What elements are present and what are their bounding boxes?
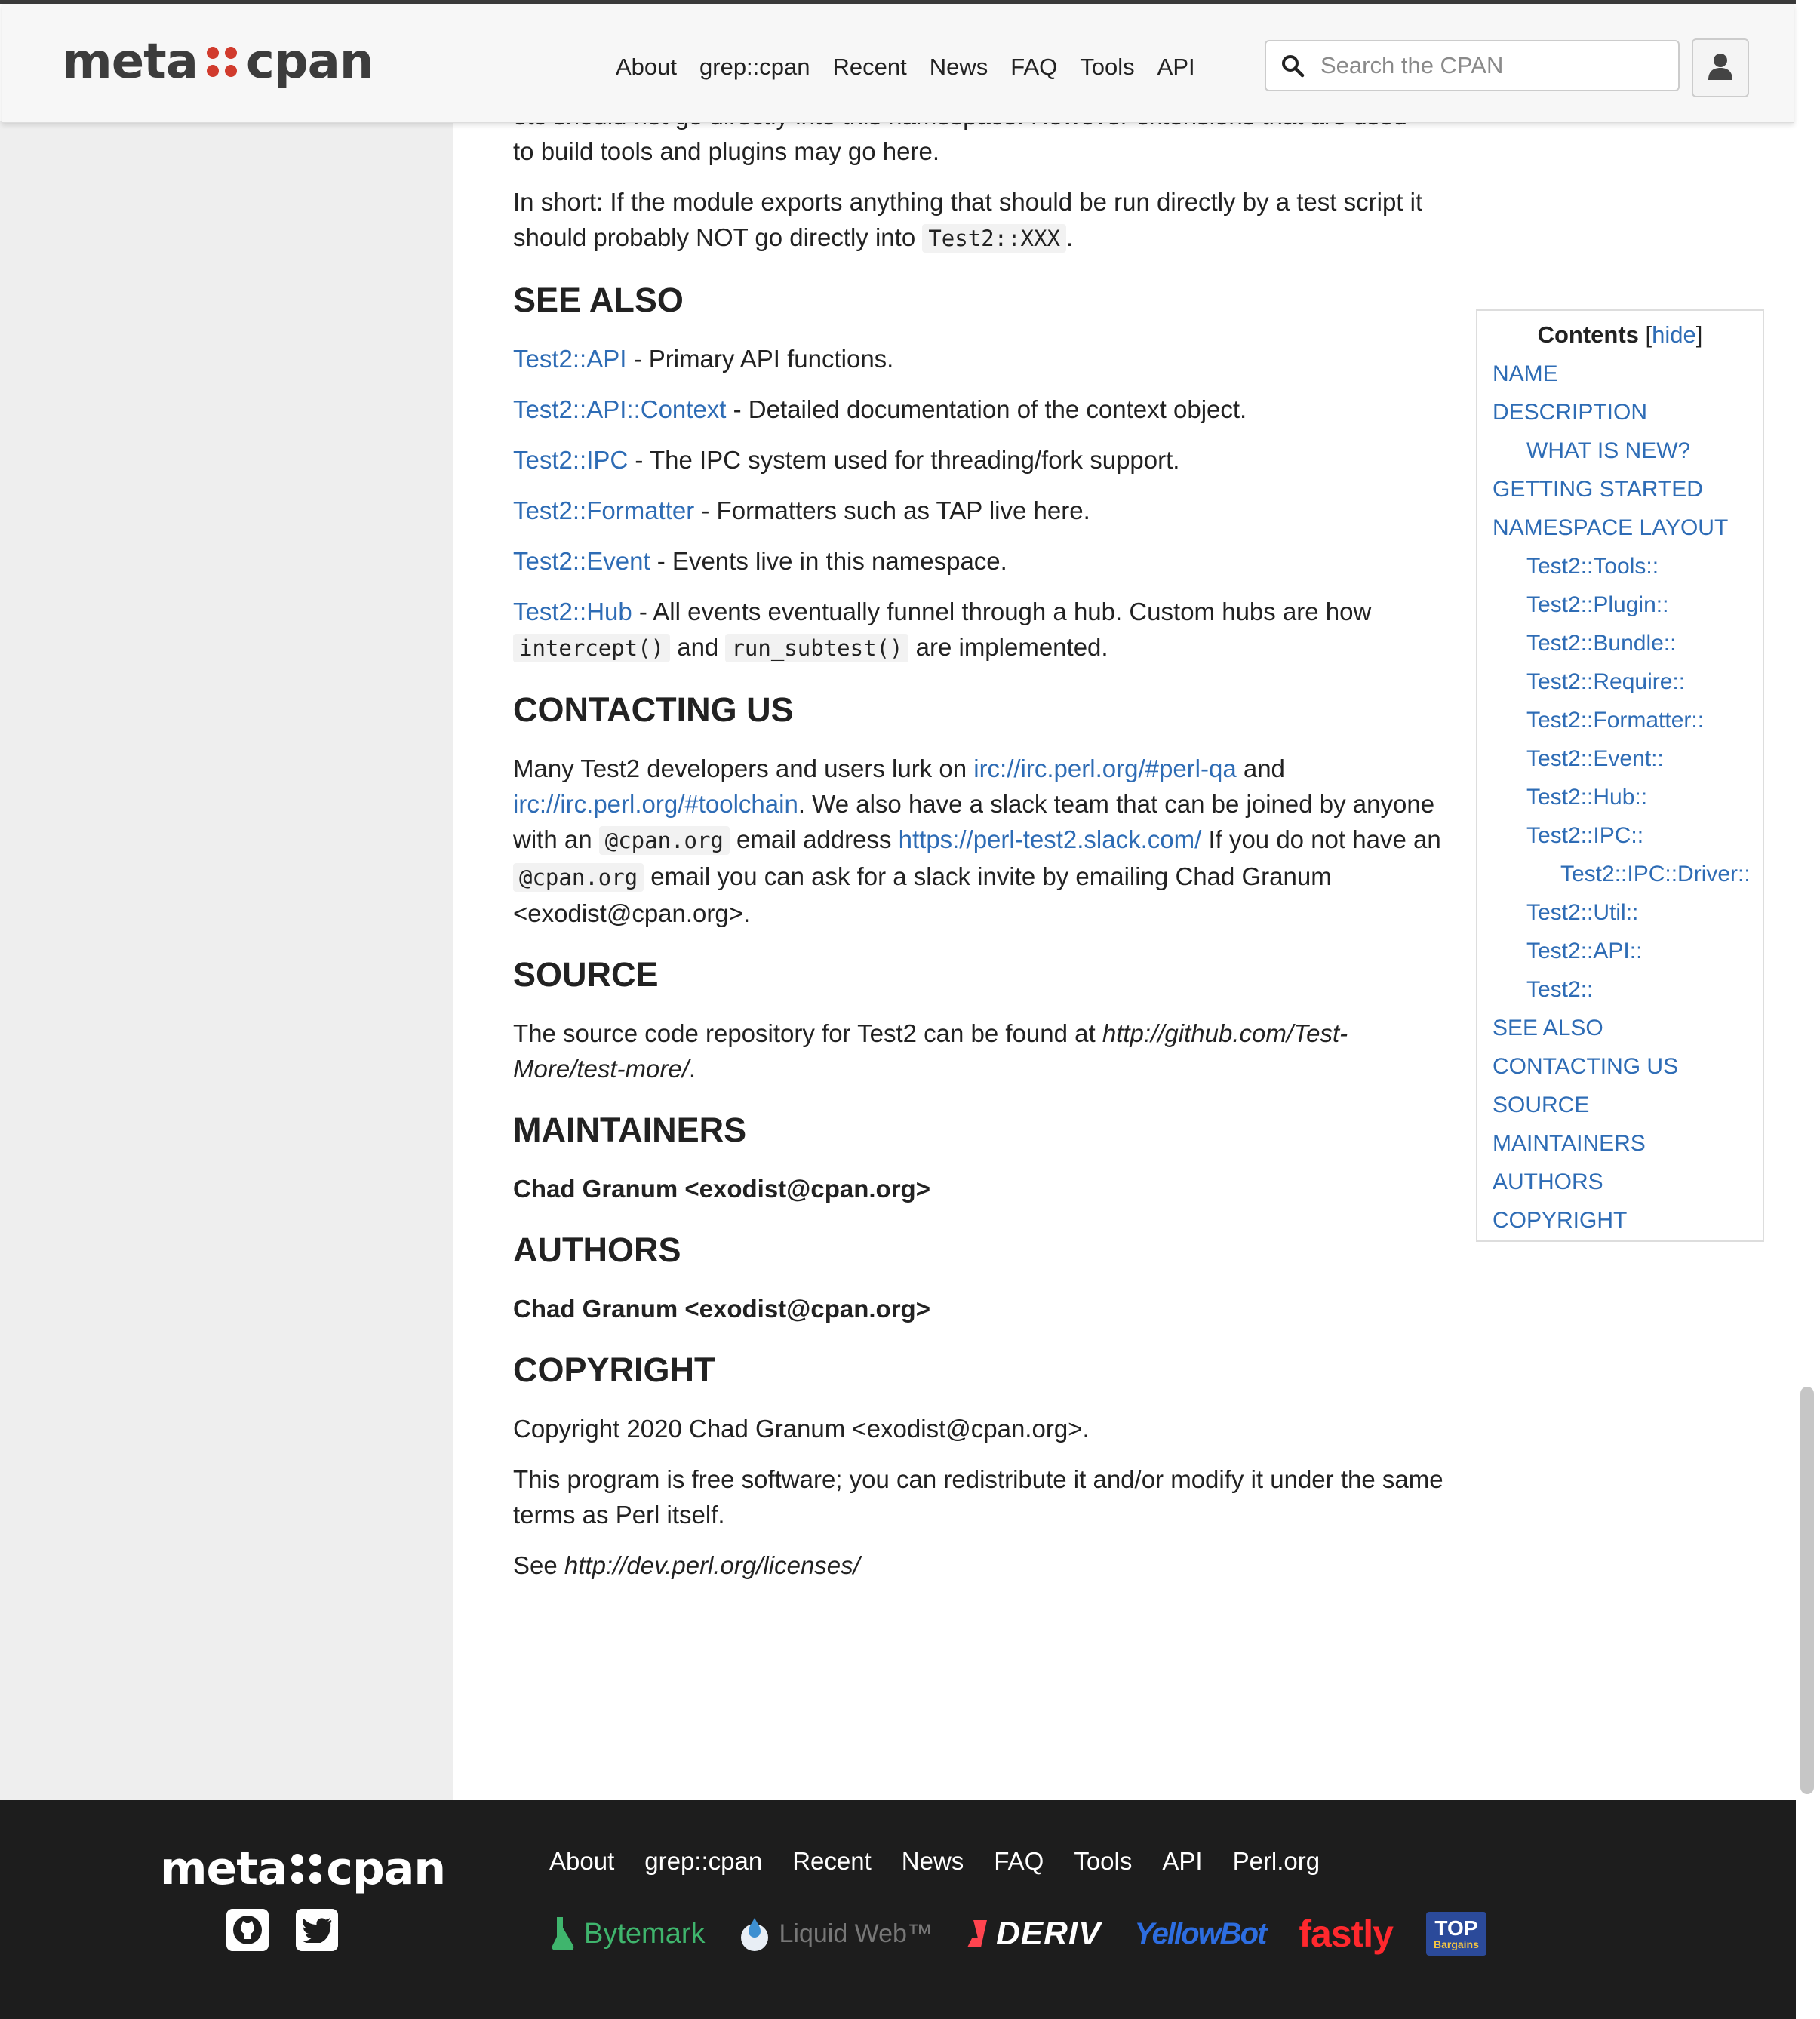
source-url: http://github.com/Test-More/test-more/ — [513, 1019, 1348, 1083]
toc-item[interactable]: Test2::Tools:: — [1526, 554, 1659, 579]
toc-list — [1493, 355, 1763, 1240]
footer-logo-dots-icon — [291, 1854, 321, 1884]
heading-contacting-us: CONTACTING US — [513, 690, 794, 729]
source-text: The source code repository for Test2 can be found at — [513, 1019, 1102, 1047]
toc-item[interactable]: Test2::API:: — [1526, 939, 1643, 963]
sponsor-yellowbot[interactable] — [1134, 1917, 1265, 1951]
contact-text: If you do not have an — [1201, 825, 1441, 853]
heading-maintainers: MAINTAINERS — [513, 1111, 747, 1149]
toc-bracket: [ — [1645, 321, 1652, 348]
pod-content — [513, 98, 1449, 1598]
sponsor-top-bargains[interactable] — [1426, 1912, 1486, 1956]
heading-authors: AUTHORS — [513, 1231, 681, 1269]
twitter-icon[interactable] — [296, 1909, 338, 1951]
footer-social-links — [226, 1909, 338, 1951]
liquid-web-text: Liquid Web™ — [779, 1919, 933, 1948]
toc-item[interactable]: NAME — [1493, 361, 1558, 386]
link-irc-toolchain[interactable]: irc://irc.perl.org/#toolchain — [513, 790, 798, 818]
user-icon — [1708, 53, 1733, 84]
footer-nav-grep-cpan[interactable]: grep::cpan — [644, 1847, 763, 1875]
logo-text-cpan: cpan — [245, 34, 374, 90]
toc-item[interactable]: Test2::IPC:: — [1526, 823, 1644, 848]
hub-end: are implemented. — [908, 633, 1108, 661]
see-also-desc: - Formatters such as TAP live here. — [694, 496, 1090, 524]
link-slack[interactable]: https://perl-test2.slack.com/ — [898, 825, 1202, 853]
site-header — [2, 4, 1794, 123]
intro-rest-text: to build tools and plugins may go here. — [513, 137, 940, 165]
paragraph-contacting — [513, 751, 1449, 931]
nav-grep-cpan[interactable]: grep::cpan — [699, 54, 810, 80]
toc-item[interactable]: Test2::Bundle:: — [1526, 631, 1677, 656]
see-also-item — [513, 543, 1449, 579]
toc-item[interactable]: SOURCE — [1493, 1092, 1590, 1117]
nav-recent[interactable]: Recent — [832, 54, 907, 80]
code-run-subtest: run_subtest() — [725, 634, 908, 662]
heading-source: SOURCE — [513, 955, 659, 994]
table-of-contents — [1476, 309, 1764, 1242]
sponsor-deriv[interactable] — [966, 1915, 1101, 1953]
see-also-desc: - The IPC system used for threading/fork support. — [628, 446, 1180, 474]
toc-item[interactable]: AUTHORS — [1493, 1169, 1603, 1194]
page-scrollbar[interactable] — [1800, 1387, 1814, 1794]
code-test2-xxx: Test2::XXX — [922, 224, 1066, 253]
footer-metacpan-logo[interactable] — [160, 1842, 445, 1895]
left-sidebar-background — [0, 121, 453, 1800]
paragraph-in-short — [513, 184, 1449, 257]
footer-nav-recent[interactable]: Recent — [792, 1847, 872, 1875]
nav-about[interactable]: About — [616, 54, 678, 80]
site-footer — [0, 1800, 1796, 2019]
toc-item[interactable]: COPYRIGHT — [1493, 1208, 1628, 1233]
sponsor-logos — [549, 1912, 1486, 1956]
footer-logo-cpan: cpan — [326, 1842, 446, 1895]
yellowbot-text: YellowBot — [1134, 1916, 1266, 1950]
see-text: See — [513, 1551, 564, 1579]
see-also-item-hub — [513, 594, 1449, 666]
link-test2-ipc[interactable]: Test2::IPC — [513, 446, 629, 474]
footer-nav-perl-org[interactable]: Perl.org — [1232, 1847, 1320, 1875]
in-short-end: . — [1065, 223, 1074, 251]
author-name: Chad Granum <exodist@cpan.org> — [513, 1295, 930, 1323]
footer-nav-about[interactable]: About — [549, 1847, 615, 1875]
code-intercept: intercept() — [513, 634, 670, 662]
maintainer-name: Chad Granum <exodist@cpan.org> — [513, 1175, 930, 1203]
toc-item[interactable]: Test2:: — [1526, 977, 1594, 1002]
toc-header — [1477, 320, 1763, 350]
link-test2-event[interactable]: Test2::Event — [513, 547, 650, 575]
toc-item[interactable]: DESCRIPTION — [1493, 400, 1648, 425]
nav-tools[interactable]: Tools — [1080, 54, 1135, 80]
toc-title: Contents — [1537, 321, 1639, 348]
copyright-line: Copyright 2020 Chad Granum <exodist@cpan.org>. — [513, 1415, 1090, 1443]
toc-item[interactable]: Test2::Hub:: — [1526, 785, 1648, 810]
toc-item[interactable]: MAINTAINERS — [1493, 1131, 1646, 1156]
search-input[interactable] — [1319, 51, 1654, 80]
contact-text: email address — [729, 825, 899, 853]
link-test2-api[interactable]: Test2::API — [513, 345, 627, 373]
source-end: . — [688, 1055, 696, 1083]
heading-see-also: SEE ALSO — [513, 281, 684, 319]
github-icon[interactable] — [226, 1909, 269, 1951]
see-also-item — [513, 442, 1449, 478]
nav-faq[interactable]: FAQ — [1010, 54, 1058, 80]
nav-news[interactable]: News — [929, 54, 988, 80]
license-see — [513, 1547, 1449, 1583]
in-short-text: In short: If the module exports anything that should be run directly by a test script it should probably NOT go directly into — [513, 188, 1423, 251]
toc-item[interactable]: Test2::Util:: — [1526, 900, 1639, 925]
hub-desc: - All events eventually funnel through a hub. Custom hubs are how — [632, 598, 1372, 625]
toc-item[interactable]: WHAT IS NEW? — [1526, 438, 1691, 463]
link-test2-api-context[interactable]: Test2::API::Context — [513, 395, 727, 423]
toc-item[interactable]: SEE ALSO — [1493, 1016, 1603, 1040]
search-icon[interactable] — [1266, 54, 1319, 78]
footer-nav-api[interactable]: API — [1162, 1847, 1203, 1875]
nav-api[interactable]: API — [1157, 54, 1195, 80]
toc-item[interactable]: Test2::Formatter:: — [1526, 708, 1705, 733]
heading-copyright: COPYRIGHT — [513, 1351, 715, 1389]
bargains-text: Bargains — [1433, 1938, 1479, 1950]
sponsor-bytemark[interactable] — [549, 1916, 705, 1952]
hub-and: and — [670, 633, 726, 661]
paragraph-source — [513, 1016, 1449, 1086]
link-test2-hub[interactable]: Test2::Hub — [513, 598, 632, 625]
see-also-item — [513, 341, 1449, 376]
bytemark-text: Bytemark — [584, 1917, 706, 1950]
liquid-web-icon — [738, 1915, 771, 1953]
contact-text: and — [1236, 754, 1285, 782]
contact-text: Many Test2 developers and users lurk on — [513, 754, 974, 782]
metacpan-logo[interactable] — [62, 34, 373, 90]
toc-item[interactable]: Test2::IPC::Driver:: — [1560, 862, 1751, 887]
logo-dots-icon — [207, 47, 237, 77]
contact-text: . We also have a slack team that can be joined by anyone with an — [513, 790, 1435, 853]
footer-nav-news[interactable]: News — [901, 1847, 964, 1875]
see-also-desc: - Events live in this namespace. — [650, 547, 1007, 575]
toc-item[interactable]: GETTING STARTED — [1493, 477, 1703, 502]
contact-text: email you can ask for a slack invite by emailing Chad Granum <exodist@cpan.org>. — [513, 862, 1332, 927]
deriv-icon — [966, 1919, 988, 1949]
see-also-item — [513, 392, 1449, 427]
toc-item[interactable]: NAMESPACE LAYOUT — [1493, 515, 1729, 540]
footer-logo-meta: meta — [160, 1842, 287, 1895]
toc-item[interactable]: CONTACTING US — [1493, 1054, 1679, 1079]
sponsor-liquid-web[interactable] — [738, 1915, 933, 1953]
toc-item[interactable]: Test2::Require:: — [1526, 669, 1686, 694]
see-also-item — [513, 493, 1449, 528]
link-test2-formatter[interactable]: Test2::Formatter — [513, 496, 695, 524]
license-url: http://dev.perl.org/licenses/ — [564, 1551, 860, 1579]
toc-item[interactable]: Test2::Event:: — [1526, 746, 1664, 771]
logo-text-meta: meta — [62, 34, 198, 90]
footer-nav-tools[interactable]: Tools — [1074, 1847, 1133, 1875]
search-box — [1265, 40, 1680, 91]
bytemark-icon — [549, 1916, 576, 1952]
link-irc-perl-qa[interactable]: irc://irc.perl.org/#perl-qa — [973, 754, 1237, 782]
header-nav — [616, 54, 1195, 81]
user-menu-button[interactable] — [1692, 38, 1749, 97]
footer-nav — [549, 1847, 1320, 1876]
toc-item[interactable]: Test2::Plugin:: — [1526, 592, 1669, 617]
fastly-text: fastly — [1299, 1913, 1393, 1955]
code-cpan-org: @cpan.org — [513, 863, 644, 892]
footer-nav-faq[interactable]: FAQ — [994, 1847, 1044, 1875]
sponsor-fastly[interactable] — [1299, 1912, 1393, 1956]
deriv-text: DERIV — [995, 1915, 1102, 1952]
license-line: This program is free software; you can redistribute it and/or modify it under the same terms as Perl itself. — [513, 1465, 1443, 1529]
toc-hide-link[interactable]: hide — [1652, 321, 1696, 348]
code-cpan-org: @cpan.org — [599, 826, 730, 855]
see-also-desc: - Detailed documentation of the context object. — [726, 395, 1247, 423]
top-text: TOP — [1434, 1916, 1478, 1940]
see-also-desc: - Primary API functions. — [626, 345, 894, 373]
toc-bracket: ] — [1695, 321, 1703, 348]
